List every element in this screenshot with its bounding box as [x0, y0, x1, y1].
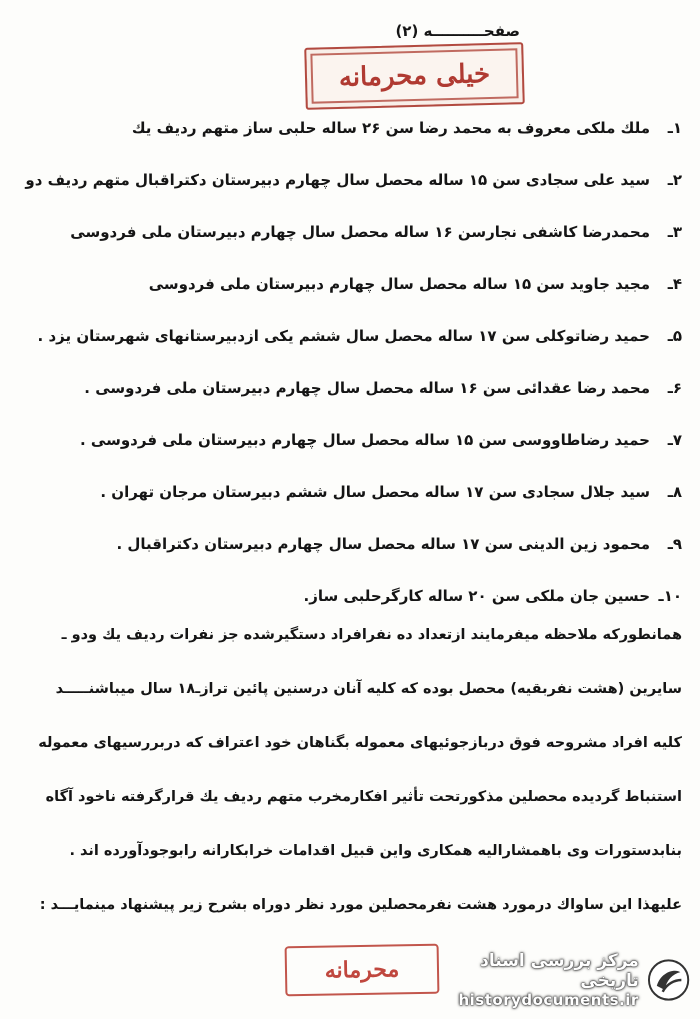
item-text: ملك ملكی معروف به محمد رضا سن ۲۶ ساله حلبی ساز متهم ردیف یك: [131, 119, 650, 137]
paragraph-line: بنابدستورات وی باهمشاراليه همکاری واین قبیل اقدامات خرابکارانه رابوجودآورده اند .: [69, 843, 682, 859]
item-text: حمید رضاتوکلی سن ۱۷ ساله محصل سال ششم یکی ازدبیرستانهای شهرستان یزد .: [37, 327, 650, 345]
report-paragraph: [12, 618, 682, 942]
confidential-stamp: [285, 944, 440, 997]
page-number: صفحــــــــــه (۲): [395, 22, 520, 40]
item-number: ۷ـ: [667, 431, 682, 449]
watermark-title: مرکز بررسی اسناد تاریخی: [480, 951, 639, 991]
archive-logo-icon: [647, 958, 690, 1002]
item-number: ۱ـ: [667, 119, 682, 137]
item-text: محمود زین الدینی سن ۱۷ ساله محصل سال چهارم دبیرستان دکتراقبال .: [116, 535, 650, 553]
paragraph-line: استنباط گردیده محصلین مذکورتحت تأثیر افکارمخرب متهم ردیف یك قرارگرفته ناخود آگاه: [45, 789, 682, 805]
watermark-url: historydocuments.ir: [458, 991, 639, 1009]
item-text: محمد رضا عقدائی سن ۱۶ ساله محصل سال چهارم دبیرستان ملی فردوسی .: [84, 379, 650, 397]
paragraph-line: سایرین (هشت نفربقیه) محصل بوده که کلیه آنان درسنین پائین ترازـ۱۸ سال میباشنـــــد: [55, 681, 682, 697]
watermark: [420, 950, 690, 1010]
paragraph-line: علیهذا این ساواك درمورد هشت نفرمحصلین مورد نظر دوراه بشرح زیر پیشنهاد مینمایـــد :: [39, 897, 682, 913]
list-item: [12, 162, 682, 214]
list-item: [12, 110, 682, 162]
item-text: محمدرضا کاشفی نجارسن ۱۶ ساله محصل سال چهارم دبیرستان ملی فردوسی: [70, 223, 650, 241]
item-number: ۴ـ: [667, 275, 682, 293]
list-item: [12, 370, 682, 422]
list-item: [12, 526, 682, 578]
item-text: سید جلال سجادی سن ۱۷ ساله محصل سال ششم دبیرستان مرجان تهران .: [100, 483, 650, 501]
suspects-list: [12, 110, 682, 630]
watermark-text: [420, 951, 639, 1009]
item-number: ۳ـ: [667, 223, 682, 241]
item-number: ۹ـ: [667, 535, 682, 553]
paragraph-line: کلیه افراد مشروحه فوق دربازجوئیهای معموله بگناهان خود اعتراف که دربررسیهای معموله: [38, 735, 682, 751]
list-item: [12, 214, 682, 266]
item-number: ۸ـ: [667, 483, 682, 501]
item-text: حمید رضاطاووسی سن ۱۵ ساله محصل سال چهارم دبیرستان ملی فردوسی .: [80, 431, 650, 449]
list-item: [12, 266, 682, 318]
item-number: ۱۰ـ: [658, 587, 682, 605]
item-text: مجید جاوید سن ۱۵ ساله محصل سال چهارم دبیرستان ملی فردوسی: [148, 275, 650, 293]
item-number: ۲ـ: [667, 171, 682, 189]
top-stamp-text: خیلی محرمانه: [338, 59, 491, 93]
list-item: [12, 474, 682, 526]
bottom-stamp-text: محرمانه: [324, 956, 400, 984]
item-number: ۵ـ: [667, 327, 682, 345]
item-text: سید علی سجادی سن ۱۵ ساله محصل سال چهارم دبیرستان دکتراقبال متهم ردیف دو: [25, 171, 650, 189]
top-secret-stamp: [304, 42, 525, 110]
list-item: [12, 422, 682, 474]
item-number: ۶ـ: [667, 379, 682, 397]
item-text: حسین جان ملکی سن ۲۰ ساله کارگرحلبی ساز.: [303, 587, 650, 605]
list-item: [12, 318, 682, 370]
paragraph-line: همانطورکه ملاحظه میفرمایند ازتعداد ده نفرافراد دستگیرشده جز نفرات ردیف یك ودو ـ: [61, 627, 682, 643]
